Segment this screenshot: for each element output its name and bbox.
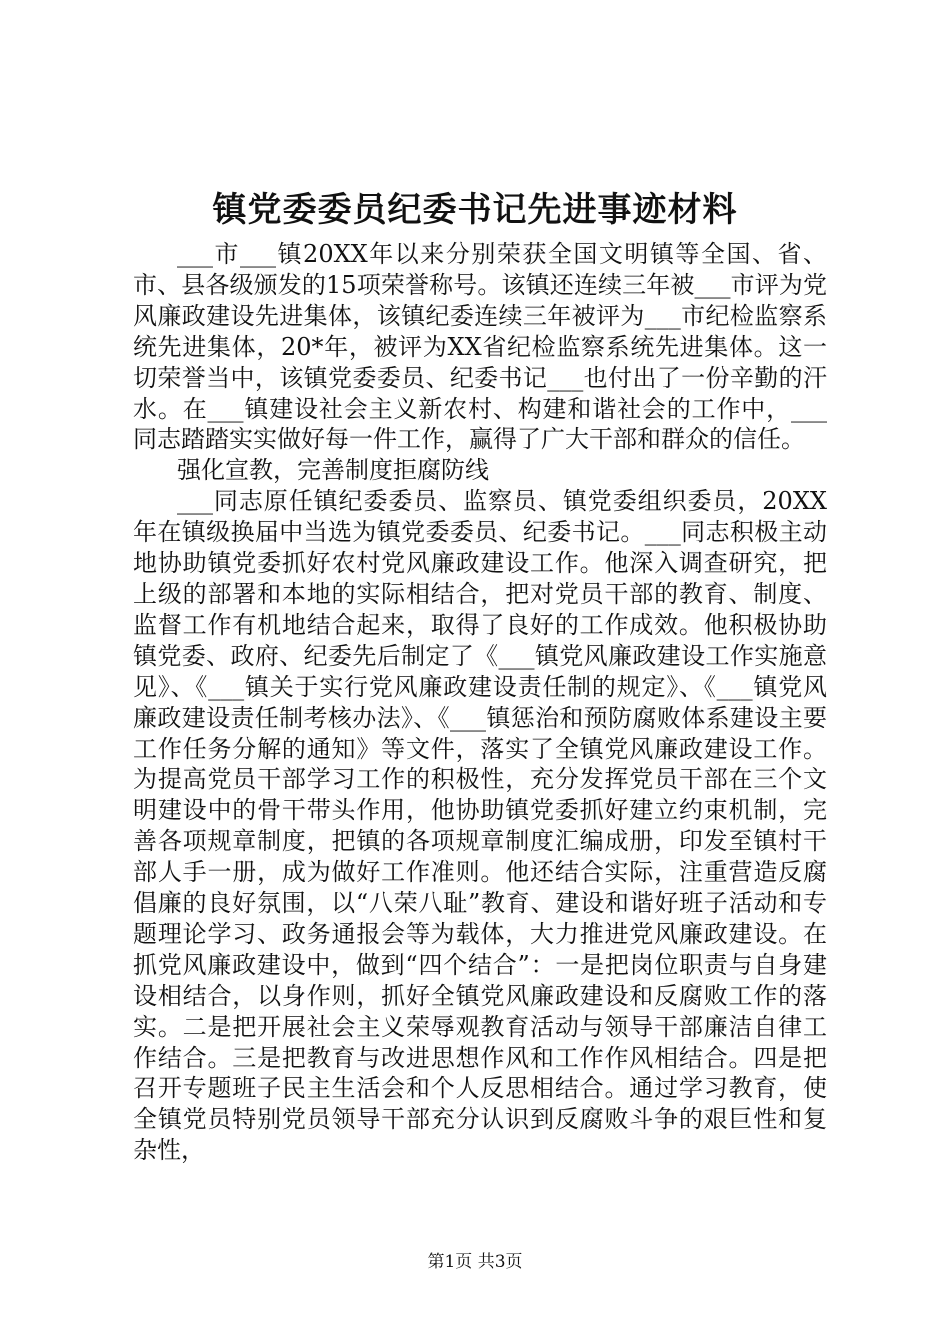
document-title: 镇党委委员纪委书记先进事迹材料 (212, 190, 738, 230)
section-heading: 强化宣教，完善制度拒腐防线 (177, 456, 489, 485)
document-body (133, 239, 827, 1166)
page-footer: 第1页 共3页 (427, 1252, 523, 1272)
paragraph-main: ___同志原任镇纪委委员、监察员、镇党委组织委员，20XX年在镇级换届中当选为镇党委委员、纪委书记。___同志积极主动地协助镇党委抓好农村党风廉政建设工作。他深入调查研究，把上级的部署和本地的实际相结合，把对党员干部的教育、制度、监督工作有机地结合起来，取得了良好的工作成效。他积极协助镇党委、政府、纪委先后制定了《___镇党风廉政建设工作实施意见》、《___镇关于实行党风廉政建设责任制的规定》、《___镇党风廉政建设责任制考核办法》、《___镇惩治和预防腐败体系建设主要工作任务分解的通知》等文件，落实了全镇党风廉政建设工作。为提高党员干部学习工作的积极性，充分发挥党员干部在三个文明建设中的骨干带头作用，他协助镇党委抓好建立约束机制，完善各项规章制度，把镇的各项规章制度汇编成册，印发至镇村干部人手一册，成为做好工作准则。他还结合实际，注重营造反腐倡廉的良好氛围，以“八荣八耻”教育、建设和谐好班子活动和专题理论学习、政务通报会等为载体，大力推进党风廉政建设。在抓党风廉政建设中，做到“四个结合”：一是把岗位职责与自身建设相结合，以身作则，抓好全镇党风廉政建设和反腐败工作的落实。二是把开展社会主义荣辱观教育活动与领导干部廉洁自律工作结合。三是把教育与改进思想作风和工作作风相结合。四是把召开专题班子民主生活会和个人反思相结合。通过学习教育，使全镇党员特别党员领导干部充分认识到反腐败斗争的艰巨性和复杂性， (133, 487, 827, 1165)
paragraph-intro: ___市___镇20XX年以来分别荣获全国文明镇等全国、省、市、县各级颁发的15项荣誉称号。该镇还连续三年被___市评为党风廉政建设先进集体，该镇纪委连续三年被评为___市纪检监察系统先进集体，20*年，被评为XX省纪检监察系统先进集体。这一切荣誉当中，该镇党委委员、纪委书记___也付出了一份辛勤的汗水。在___镇建设社会主义新农村、构建和谐社会的工作中，___同志踏踏实实做好每一件工作，赢得了广大干部和群众的信任。 (133, 240, 827, 454)
